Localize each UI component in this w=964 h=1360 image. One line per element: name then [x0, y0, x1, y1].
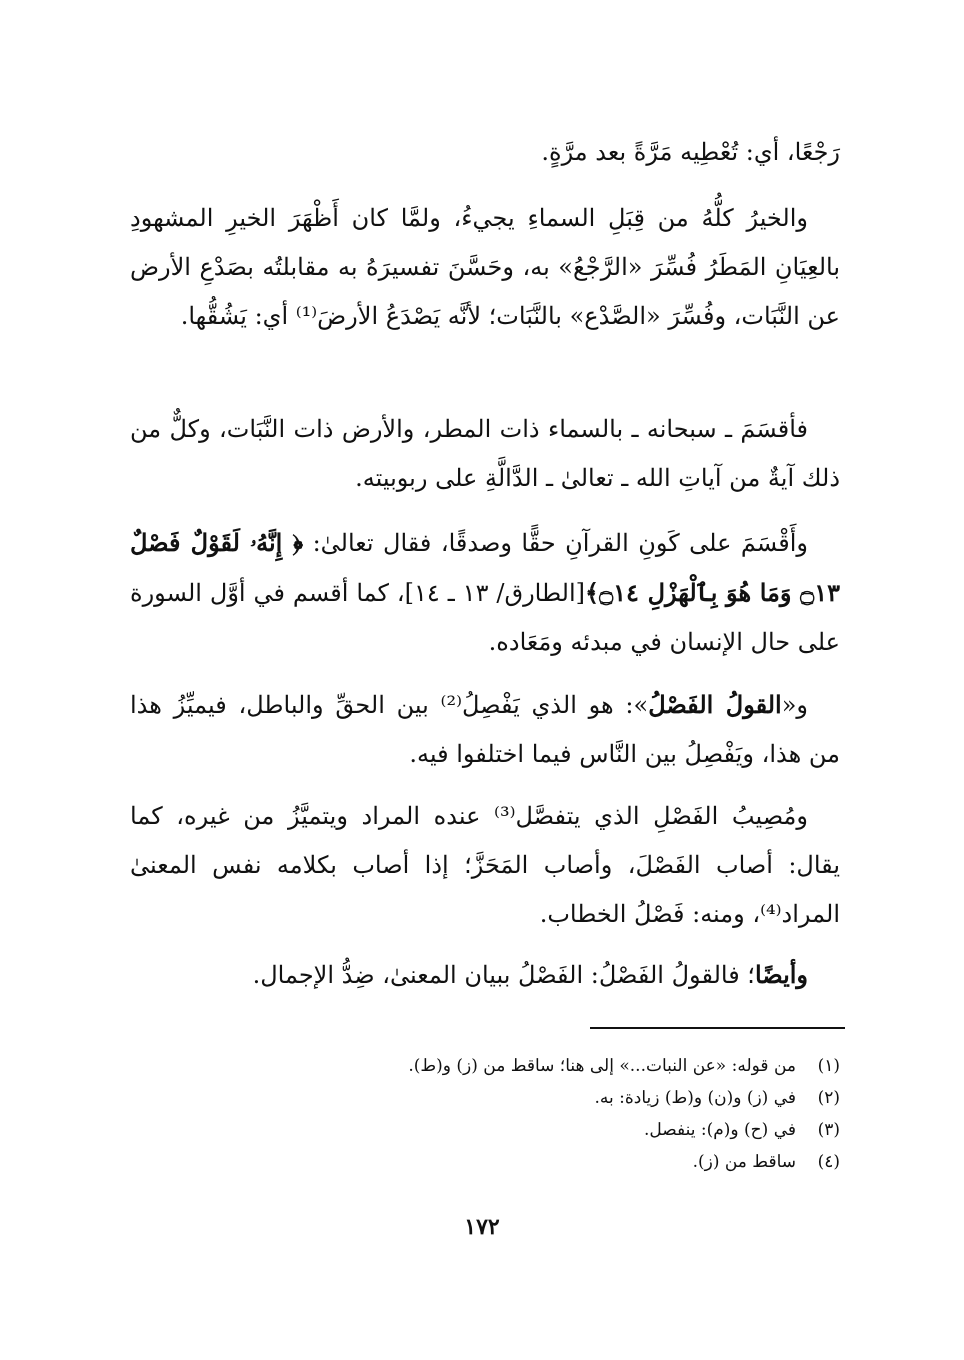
- paragraph-7-rest: ؛ فالقولُ الفَصْلُ: الفَصْلُ ببيان المعنىٰ، ضِدُّ الإجمال.: [252, 961, 755, 989]
- paragraph-4: [130, 518, 840, 667]
- paragraph-5-text: [130, 680, 840, 779]
- footnote-2-text: في (ز) و(ن) و(ط) زيادة: به.: [594, 1088, 796, 1108]
- paragraph-7: [130, 950, 840, 1000]
- footnote-3: [130, 1114, 840, 1146]
- paragraph-5-open: و«: [781, 691, 809, 719]
- paragraph-4-text: [130, 518, 840, 667]
- paragraph-2: [130, 194, 840, 341]
- footnote-2-number: (٢): [817, 1088, 840, 1108]
- paragraph-3: [130, 405, 840, 503]
- paragraph-5-term: القولُ الفَصْلُ: [648, 690, 782, 719]
- footnote-4: [130, 1146, 840, 1178]
- footnote-1-text: من قوله: «عن النبات...» إلى هنا؛ ساقط من (ز) و(ط).: [408, 1056, 796, 1076]
- page-number: ١٧٢: [464, 1214, 500, 1240]
- paragraph-4-rest: [الطارق/ ١٣ ـ ١٤]، كما أقسم في أوَّل السورة على حال الإنسان في مبدئه ومَعَاده.: [130, 579, 840, 656]
- paragraph-1-text: رَجْعًا، أي: تُعْطِيه مَرَّةً بعد مرَّةٍ.: [541, 138, 840, 166]
- paragraph-6: [130, 792, 840, 939]
- footnote-3-number: (٣): [817, 1120, 840, 1140]
- paragraph-7-text: [130, 950, 840, 1000]
- quran-verse: ﴿ إِنَّهُۥ لَقَوْلٌ فَصْلٌ ۝١٣ وَمَا هُوَ بِٱلْهَزْلِ ۝١٤﴾: [130, 528, 840, 607]
- paragraph-1: [130, 128, 840, 177]
- paragraph-5: [130, 680, 840, 779]
- paragraph-4-intro: وأَقْسَمَ على كَونِ القرآنِ حقًّا وصدقًا، فقال تعالىٰ:: [303, 529, 808, 557]
- paragraph-2-text: والخيرُ كلُّهُ من قِبَلِ السماءِ يجيءُ، ولمَّا كان أَظْهَرَ الخيرِ المشهودِ بالعِيَانِ المَطَرُ فُسِّرَ «الرَّجْعُ» به، وحَسَّنَ تفسيرَهُ به مقابلتُه بصَدْعِ الأرض عن النَّبَات، وفُسِّرَ «الصَّدْع» بالنَّبَات؛ لأنَّه يَصْدَعُ الأرضَ⁽¹⁾ أي: يَشُقُّها.: [130, 204, 840, 330]
- footnote-1: [130, 1050, 840, 1082]
- footnotes: [130, 1050, 840, 1178]
- footnote-3-text: في (ح) و(م): ينفصل.: [644, 1120, 796, 1140]
- paragraph-7-term: وأيضًا: [754, 960, 808, 989]
- footnote-1-number: (١): [817, 1056, 840, 1076]
- paragraph-6-text: ومُصِيبُ الفَصْلِ الذي يتفصَّل⁽³⁾ عنده المراد ويتميَّزُ من غيره، كما يقال: أصاب الفَصْلَ، وأصاب المَحَزَّ؛ إذا أصاب بكلامه نفس المعنىٰ المراد⁽⁴⁾، ومنه: فَصْلُ الخطاب.: [130, 802, 841, 928]
- footnote-4-number: (٤): [817, 1152, 840, 1172]
- paragraph-3-text: فأقسَمَ ـ سبحانه ـ بالسماء ذات المطر، والأرض ذات النَّبَات، وكلٌّ من ذلك آيةٌ من آياتِ الله ـ تعالىٰ ـ الدَّالَّةِ على ربوبيته.: [130, 415, 840, 492]
- paragraph-5-rest: »: هو الذي يَفْصِلُ⁽²⁾ بين الحقِّ والباطل، فيميِّزُ هذا من هذا، ويَفْصِلُ بين النَّاس فيما اختلفوا فيه.: [130, 691, 840, 768]
- footnote-divider: [590, 1027, 845, 1029]
- footnote-2: [130, 1082, 840, 1114]
- footnote-4-text: ساقط من (ز).: [692, 1152, 796, 1172]
